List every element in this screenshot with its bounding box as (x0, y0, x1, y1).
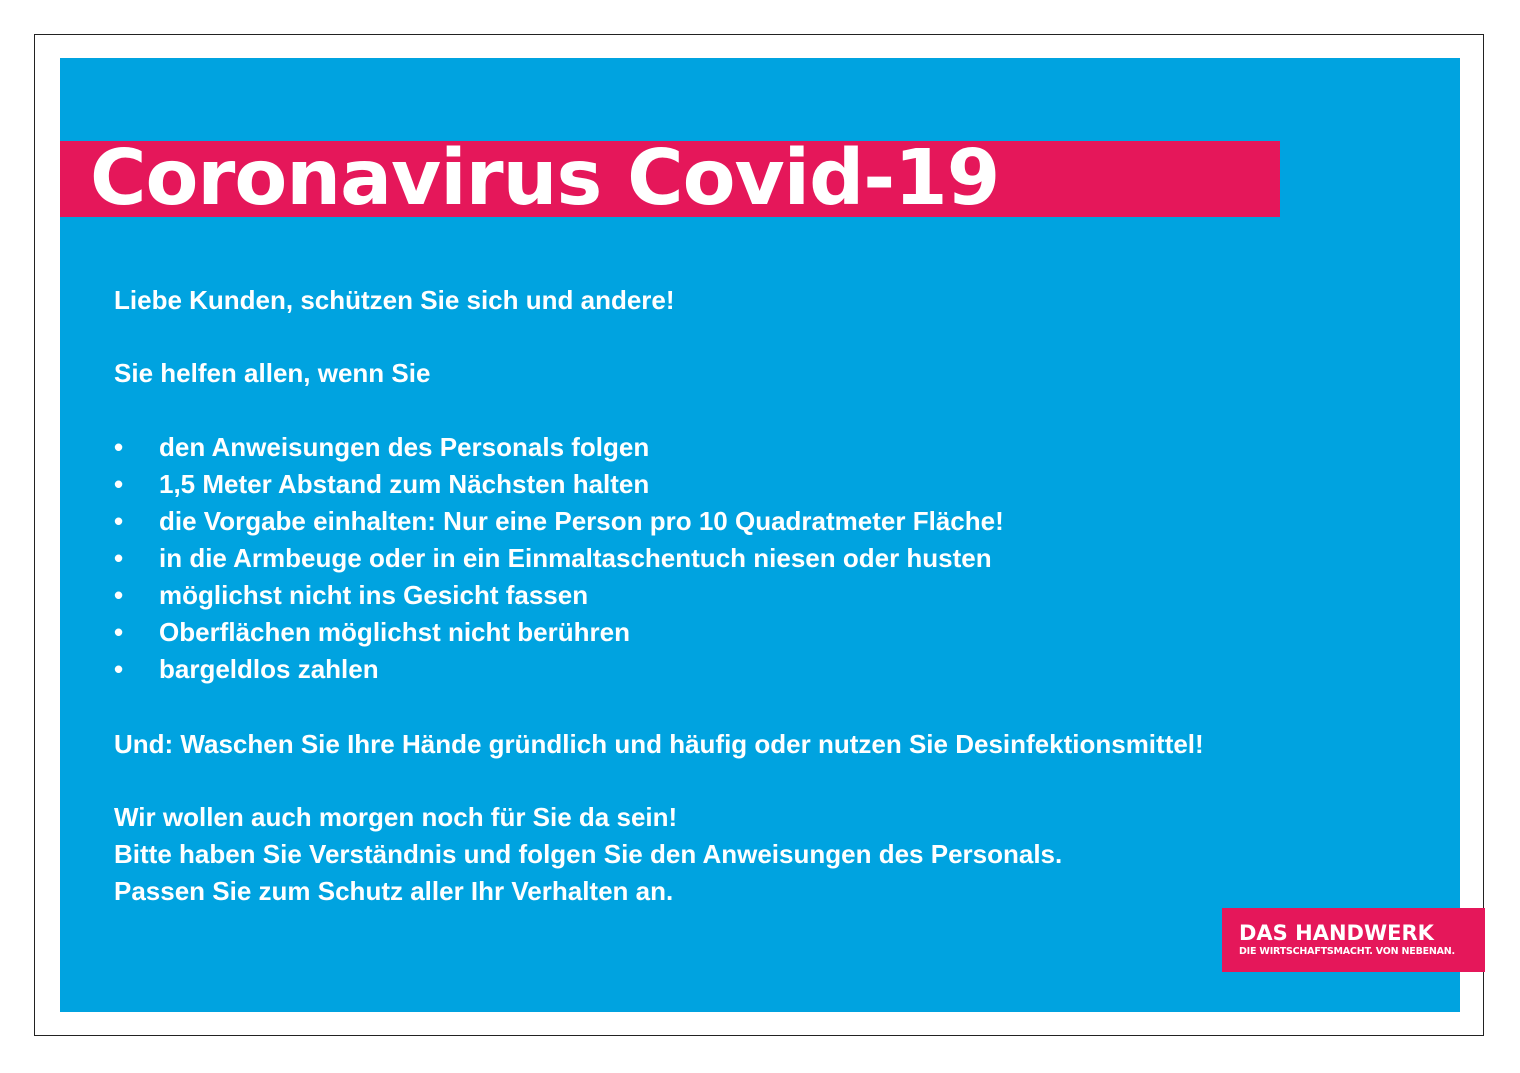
bullet-icon: • (114, 543, 124, 573)
rule-text: möglichst nicht ins Gesicht fassen (159, 580, 589, 610)
greeting-text: Liebe Kunden, schützen Sie sich und andere! (114, 285, 675, 315)
intro-text: Sie helfen allen, wenn Sie (114, 358, 431, 388)
closing-line: Passen Sie zum Schutz aller Ihr Verhalten an. (114, 876, 674, 906)
bullet-icon: • (114, 432, 124, 462)
logo-name: DAS HANDWERK (1239, 921, 1434, 945)
rule-text: in die Armbeuge oder in ein Einmaltaschentuch niesen oder husten (159, 543, 992, 573)
bullet-icon: • (114, 506, 124, 536)
bullet-icon: • (114, 469, 124, 499)
wash-note: Und: Waschen Sie Ihre Hände gründlich und häufig oder nutzen Sie Desinfektionsmittel! (114, 729, 1204, 759)
handwerk-logo (1222, 908, 1485, 972)
bullet-icon: • (114, 580, 124, 610)
poster-title: Coronavirus Covid-19 (90, 134, 1000, 223)
rule-text: bargeldlos zahlen (159, 654, 379, 684)
rule-text: Oberflächen möglichst nicht berühren (159, 617, 630, 647)
bullet-icon: • (114, 617, 124, 647)
bullet-icon: • (114, 654, 124, 684)
closing-line: Bitte haben Sie Verständnis und folgen Sie den Anweisungen des Personals. (114, 839, 1063, 869)
closing-line: Wir wollen auch morgen noch für Sie da sein! (114, 802, 678, 832)
rule-text: 1,5 Meter Abstand zum Nächsten halten (159, 469, 650, 499)
rule-text: die Vorgabe einhalten: Nur eine Person pro 10 Quadratmeter Fläche! (159, 506, 1004, 536)
rule-text: den Anweisungen des Personals folgen (159, 432, 650, 462)
logo-tagline: DIE WIRTSCHAFTSMACHT. VON NEBENAN. (1239, 946, 1455, 957)
closing-text (114, 799, 1062, 910)
